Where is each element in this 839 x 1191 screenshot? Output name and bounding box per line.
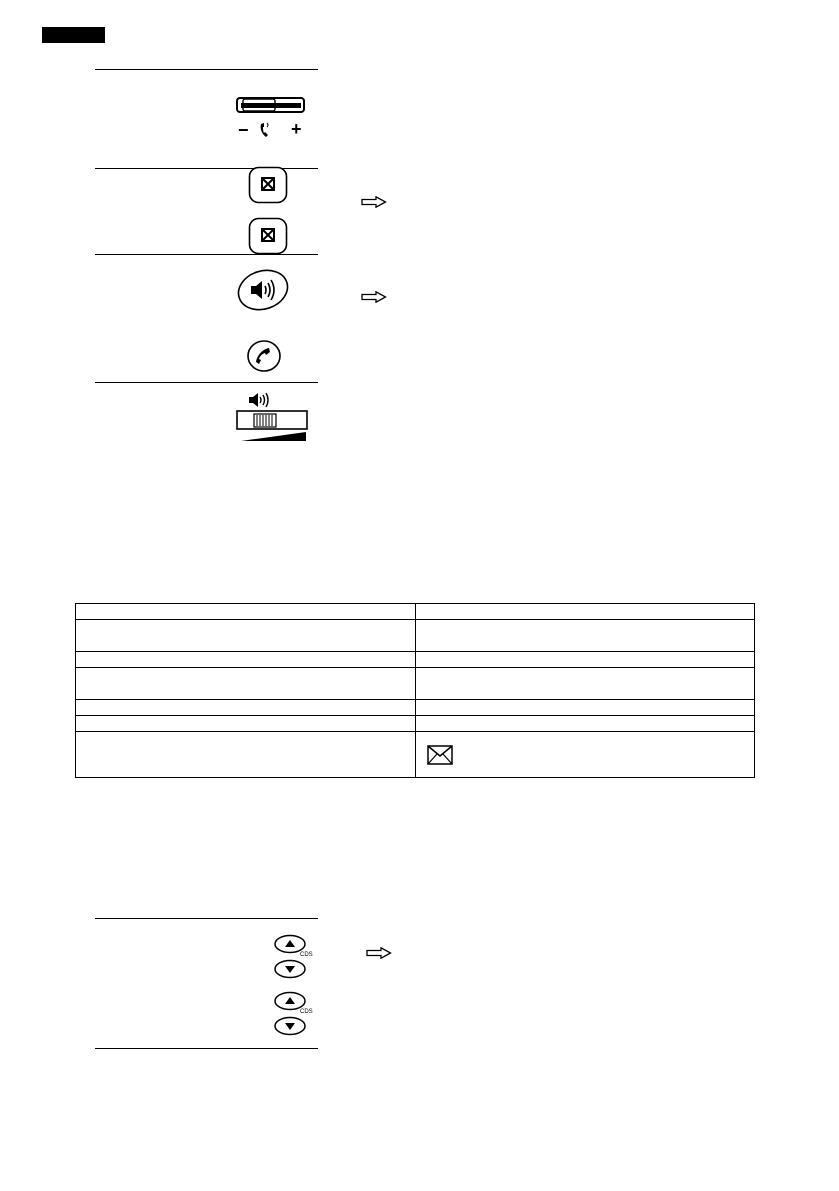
table-row (76, 716, 755, 732)
ringer-volume-slider-icon[interactable] (236, 410, 308, 444)
table-cell (76, 668, 416, 700)
speaker-key-icon[interactable] (236, 268, 290, 312)
table-row (76, 604, 755, 620)
mute-key-icon[interactable] (248, 217, 288, 255)
table-row (76, 732, 755, 778)
table-cell (76, 620, 416, 652)
section-divider (95, 69, 318, 70)
table-cell (76, 716, 416, 732)
table-cell (76, 732, 416, 778)
table-row (76, 620, 755, 652)
table-row (76, 668, 755, 700)
arrow-right-icon (361, 196, 387, 208)
table-row (76, 700, 755, 716)
table-cell (416, 652, 755, 668)
table-cell (416, 700, 755, 716)
ringer-speaker-icon (247, 392, 271, 408)
envelope-icon (427, 745, 453, 765)
nav-key-label: CDS (300, 1009, 313, 1015)
table-cell (76, 652, 416, 668)
table-cell (416, 668, 755, 700)
table-cell (416, 716, 755, 732)
nav-key-label: CDS (300, 952, 313, 958)
volume-plus-label: + (291, 119, 302, 139)
section-divider (95, 382, 318, 383)
section-divider (95, 1048, 318, 1049)
arrow-right-icon (361, 291, 387, 303)
table-cell (76, 604, 416, 620)
status-table (75, 603, 755, 778)
section-divider (95, 918, 318, 919)
arrow-right-icon (366, 947, 392, 959)
volume-slider-icon (236, 97, 306, 113)
table-cell (416, 732, 755, 778)
section-divider (95, 254, 318, 255)
table-cell (416, 604, 755, 620)
table-cell (76, 700, 416, 716)
handset-key-icon[interactable] (246, 339, 282, 373)
mute-key-icon[interactable] (248, 166, 288, 204)
table-cell (416, 620, 755, 652)
table-row (76, 652, 755, 668)
volume-minus-label: − (238, 120, 249, 140)
handset-volume-icon (258, 121, 272, 139)
language-tab (42, 27, 105, 43)
